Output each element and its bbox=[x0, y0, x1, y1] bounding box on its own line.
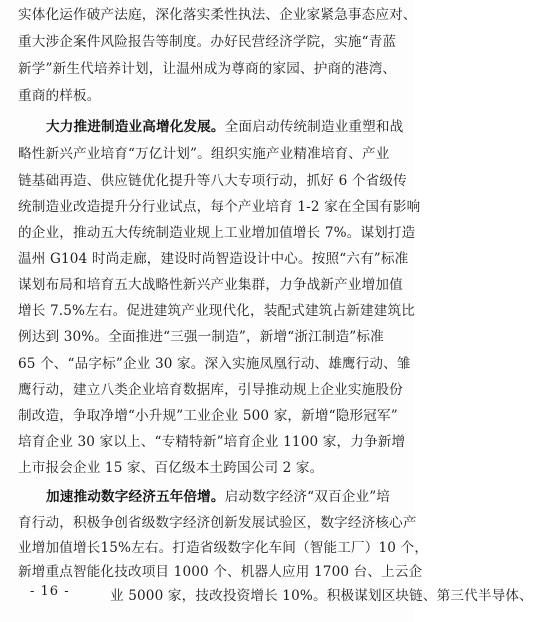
paragraph-first-line bbox=[46, 488, 398, 506]
text-line: 新学”新生代培养计划，让温州成为尊商的家园、护商的港湾、 bbox=[18, 61, 397, 77]
text-line: 实体化运作破产法庭，深化落实柔性执法、企业家紧急事态应对、 bbox=[18, 7, 417, 23]
text-line: 新增重点智能化技改项目 1000 个、机器人应用 1700 台、上云企 bbox=[18, 564, 423, 580]
text-span: 全面启动传统制造业重塑和战 bbox=[224, 119, 404, 135]
text-line: 谋划布局和培育五大战略性新兴产业集群，力争战新产业增加值 bbox=[18, 277, 403, 293]
text-line: 鹰行动，建立八类企业培育数据库，引导推动规上企业实施股份 bbox=[18, 382, 403, 398]
text-line: 例达到 30%。全面推进“三强一制造”，新增“浙江制造”标准 bbox=[18, 329, 384, 345]
text-line: 统制造业改造提升分行业试点，每个产业培育 1-2 家在全国有影响 bbox=[18, 199, 421, 215]
text-line: 增长 7.5%左右。促进建筑产业现代化，装配式建筑占新建建筑比 bbox=[18, 303, 415, 319]
text-line: 业增加值增长15%左右。打造省级数字化车间（智能工厂）10 个， bbox=[18, 540, 429, 556]
text-line: 重商的样板。 bbox=[18, 88, 101, 104]
text-line: 温州 G104 时尚走廊，建设时尚智造设计中心。按照“六有”标准 bbox=[18, 251, 409, 267]
text-line: 培育企业 30 家以上、“专精特新”培育企业 1100 家，力争新增 bbox=[18, 434, 406, 450]
paragraph-first-line bbox=[46, 118, 404, 136]
text-span: 启动数字经济“双百企业”培 bbox=[224, 489, 391, 505]
text-line: 重大涉企案件风险报告等制度。办好民营经济学院，实施“青蓝 bbox=[18, 34, 397, 50]
page-number: - 16 - bbox=[30, 584, 70, 599]
text-line: 的企业，推动五大传统制造业规上工业增加值增长 7%。谋划打造 bbox=[18, 225, 416, 241]
text-line: 育行动，积极争创省级数字经济创新发展试验区，数字经济核心产 bbox=[18, 515, 417, 531]
paragraph-heading: 加速推动数字经济五年倍增。 bbox=[46, 489, 225, 505]
paragraph-heading: 大力推进制造业高增化发展。 bbox=[46, 119, 225, 135]
text-line: 制改造，争取净增“小升规”工业企业 500 家，新增“隐形冠军” bbox=[18, 408, 398, 424]
text-line: 链基础再造、供应链优化提升等八大专项行动，抓好 6 个省级传 bbox=[18, 173, 407, 189]
text-line: 上市报会企业 15 家、百亿级本土跨国公司 2 家。 bbox=[18, 460, 324, 476]
text-line: 65 个、“品字标”企业 30 家。深入实施凤凰行动、雄鹰行动、雏 bbox=[18, 356, 411, 372]
text-line: 略性新兴产业培育“万亿计划”。组织实施产业精准培育、产业 bbox=[18, 146, 390, 162]
text-line: 业 5000 家，技改投资增长 10%。积极谋划区块链、第三代半导体、 bbox=[110, 588, 533, 604]
